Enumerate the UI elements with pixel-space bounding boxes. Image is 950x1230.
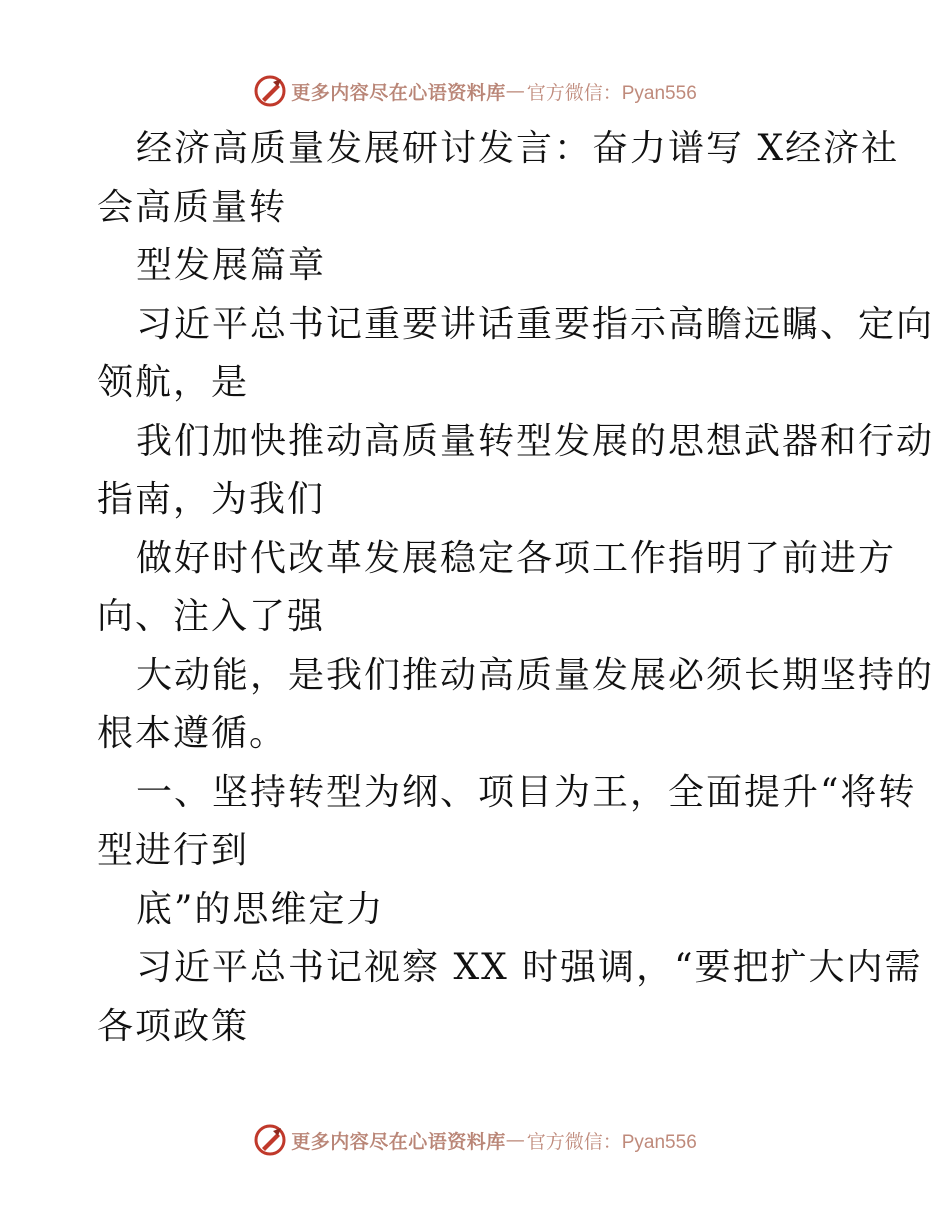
paragraph-line: 习近平总书记重要讲话重要指示高瞻远瞩、定向 [136, 303, 935, 345]
watermark-wechat: 官方微信：Pyan556 [526, 1131, 697, 1153]
paragraph-line: 我们加快推动高质量转型发展的思想武器和行动 [136, 420, 935, 462]
watermark-footer [0, 1120, 950, 1160]
paragraph-line: 根本遵循。 [97, 713, 288, 754]
watermark-text: 更多内容尽在心语资料库 [291, 81, 506, 104]
title-line-2: 会高质量转 [97, 186, 288, 228]
watermark-text: 更多内容尽在心语资料库 [291, 1130, 506, 1153]
watermark-dash: — [505, 1129, 525, 1151]
section-heading-line: 底”的思维定力 [136, 888, 385, 930]
paragraph-line: 习近平总书记视察 XX 时强调，“要把扩大内需 [136, 947, 923, 988]
quill-logo-icon [253, 74, 287, 108]
watermark-dash: — [505, 80, 525, 102]
paragraph-line: 领航，是 [97, 362, 250, 403]
paragraph-line: 做好时代改革发展稳定各项工作指明了前进方 [136, 537, 897, 579]
paragraph-line: 各项政策 [97, 1005, 250, 1047]
title-line-1: 经济高质量发展研讨发言：奋力谱写 X经济社 [136, 128, 900, 169]
paragraph-line: 大动能，是我们推动高质量发展必须长期坚持的 [136, 654, 935, 696]
paragraph-line: 向、注入了强 [97, 596, 326, 637]
section-heading-line: 一、坚持转型为纲、项目为王，全面提升“将转 [136, 771, 917, 813]
document-body [97, 120, 935, 1056]
watermark-wechat: 官方微信：Pyan556 [526, 82, 697, 104]
title-line-3: 型发展篇章 [136, 245, 327, 286]
paragraph-line: 指南，为我们 [97, 479, 326, 520]
quill-logo-icon [253, 1123, 287, 1157]
watermark-header [0, 71, 950, 111]
section-heading-line: 型进行到 [97, 830, 250, 871]
